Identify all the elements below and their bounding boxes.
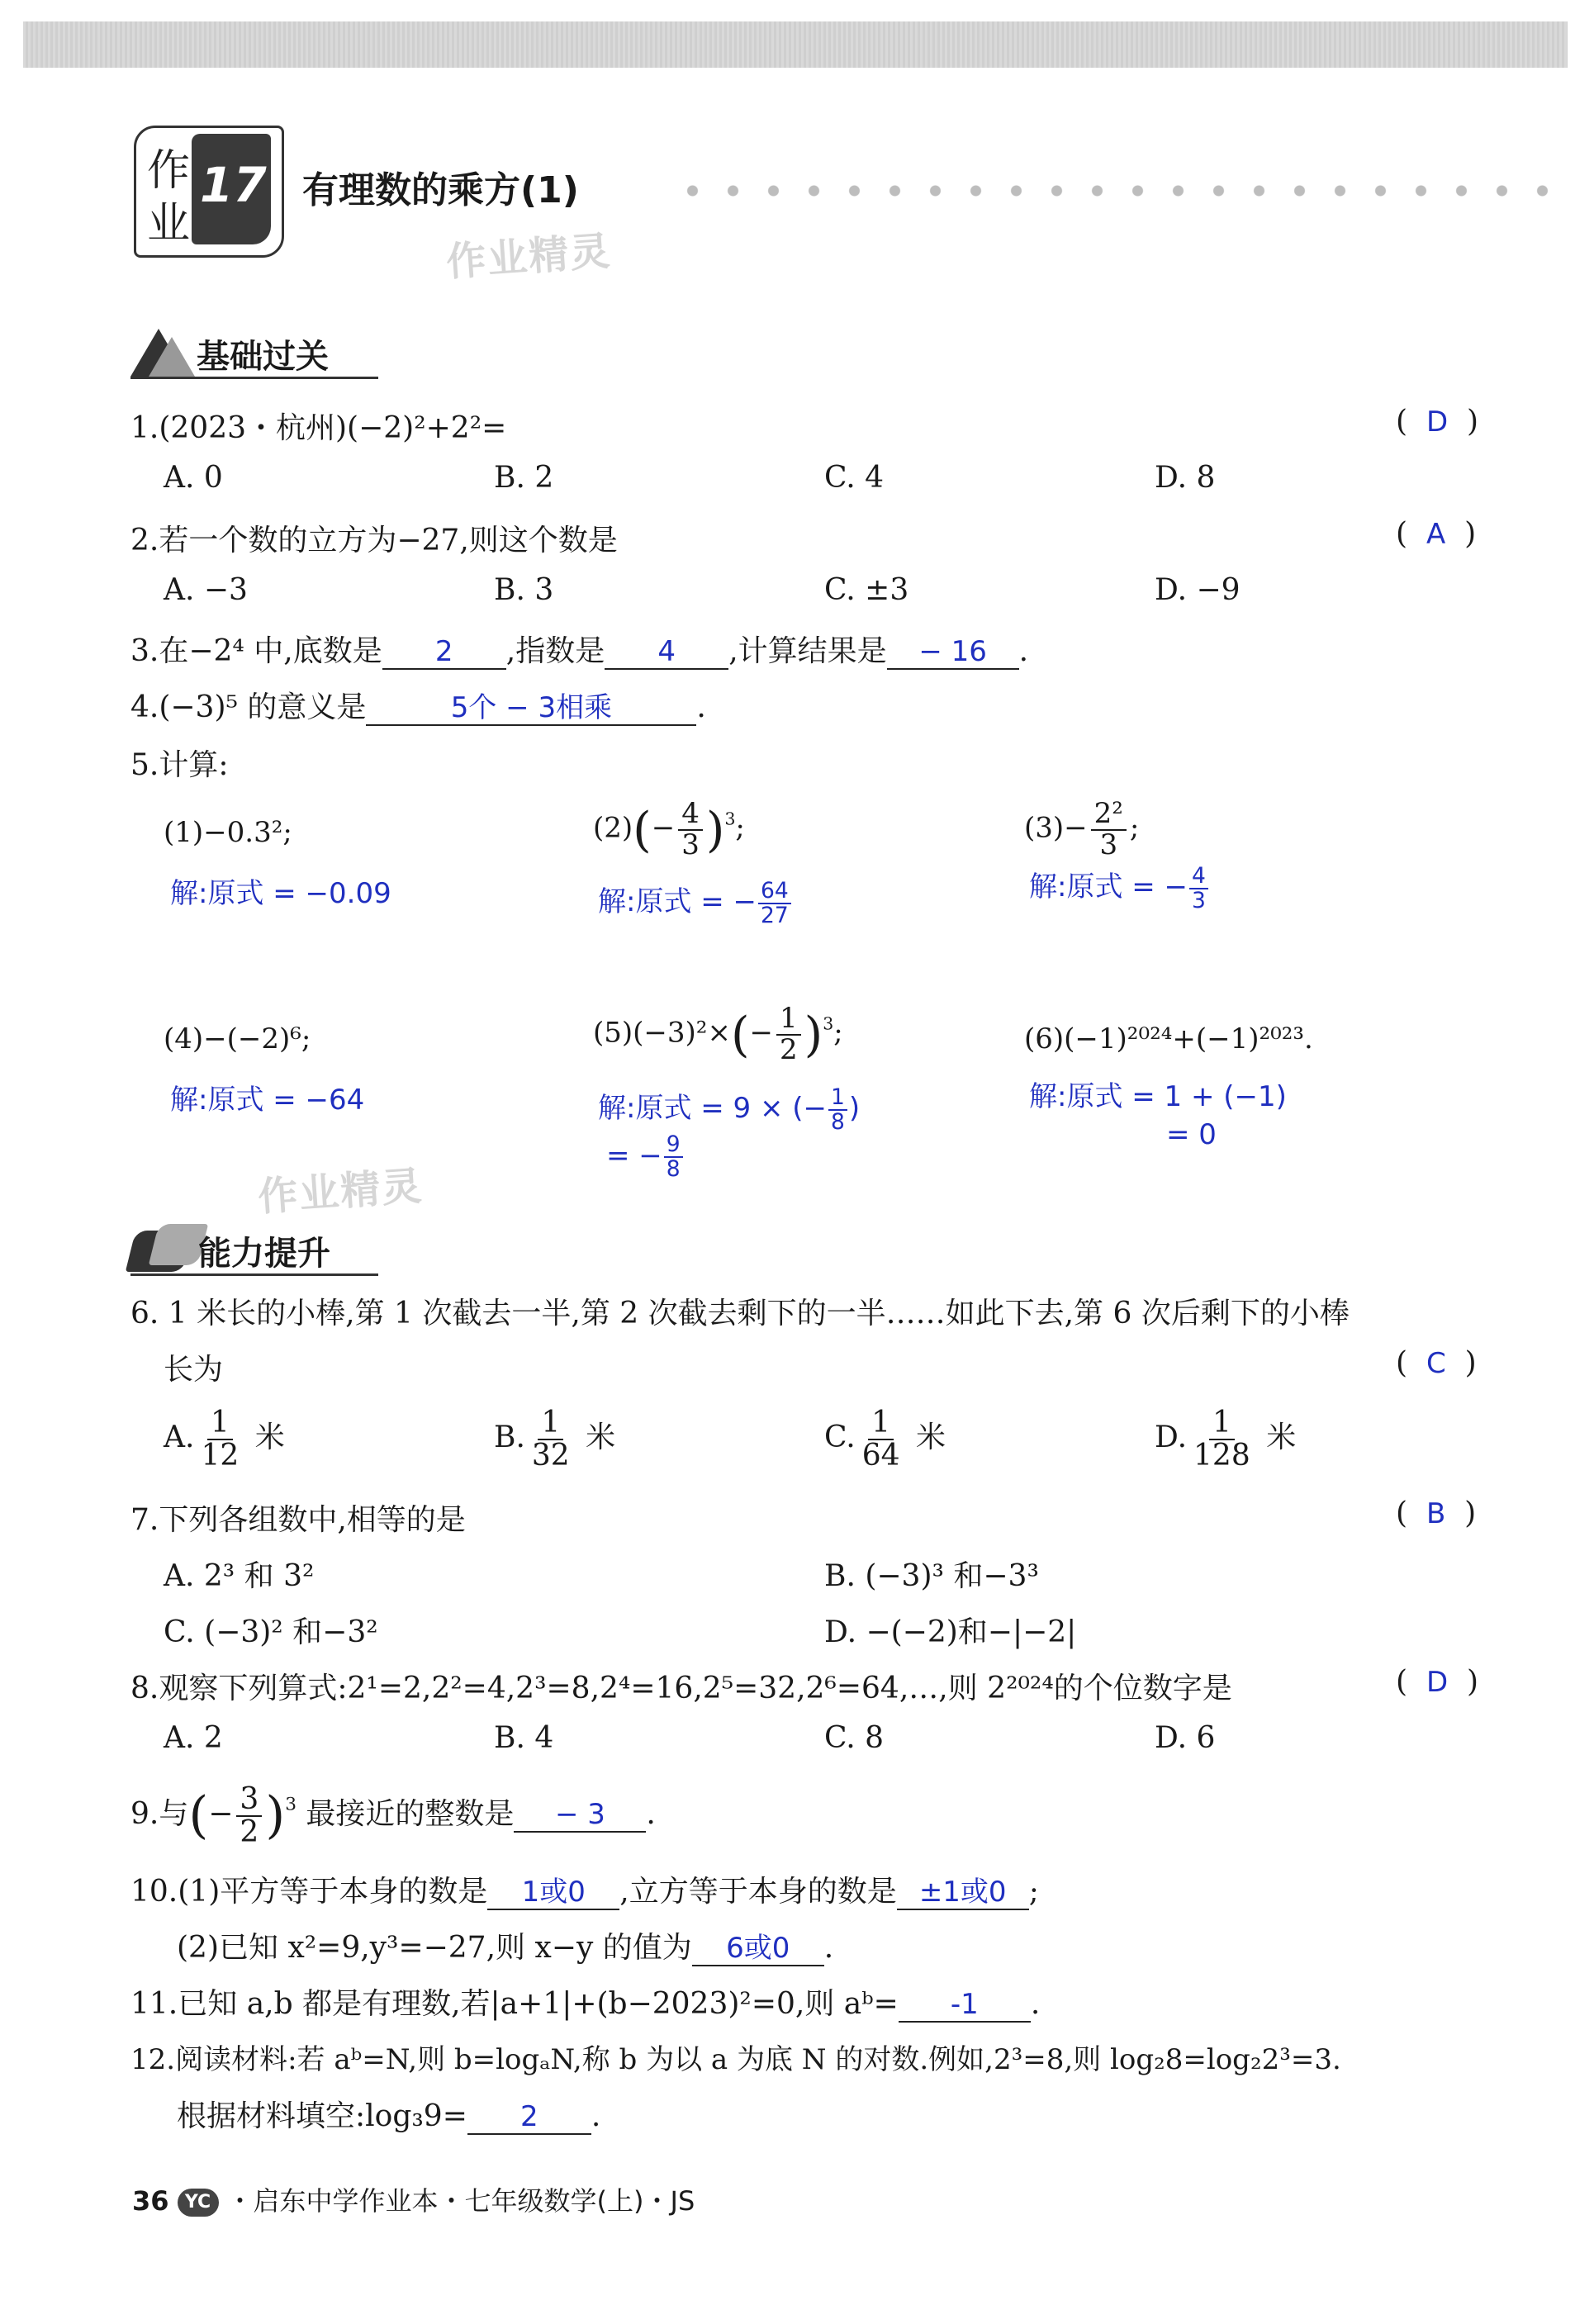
- question-6-stem: 6. 1 米长的小棒,第 1 次截去一半,第 2 次截去剩下的一半……如此下去,第 6 次后剩下的小棒: [130, 1297, 1350, 1330]
- calc-item-6-solution-line2: = 0: [1166, 1118, 1217, 1151]
- question-5-stem: 5.计算:: [130, 748, 229, 782]
- question-6-stem-cont: 长为: [164, 1353, 224, 1387]
- question-1-option: C. 4: [824, 461, 885, 495]
- paren-open: (: [1396, 1665, 1408, 1699]
- solution-text: ): [848, 1092, 861, 1125]
- question-11-text: .: [1030, 1987, 1041, 2021]
- denominator: 3: [1099, 828, 1118, 861]
- numerator: 1: [1209, 1407, 1235, 1440]
- question-9: 9.与(− $\frac{3}{2}$ )$^3$ 最接近的整数是 − 3 .: [130, 1782, 656, 1849]
- denominator: 8: [831, 1108, 845, 1135]
- question-10-answer-3: 6或0: [726, 1932, 790, 1965]
- calc-item-2: (2)(− $\frac{4}{3}$ )$^3$;: [593, 797, 745, 861]
- question-8-option: D. 6: [1155, 1721, 1216, 1755]
- fraction: [529, 1407, 573, 1472]
- question-12-answer: 2: [520, 2100, 538, 2133]
- question-2-stem: 2.若一个数的立方为−27,则这个数是: [130, 524, 618, 557]
- unit: 米: [586, 1420, 616, 1454]
- denominator: 32: [531, 1438, 570, 1473]
- option-letter: A.: [164, 1420, 195, 1454]
- numerator: 1: [538, 1407, 563, 1440]
- denominator: 2: [780, 1032, 798, 1066]
- question-9-text: .: [646, 1796, 656, 1831]
- section-triangle-icon: [149, 337, 195, 377]
- denominator: 12: [201, 1438, 240, 1473]
- question-3-answer-exponent: 4: [657, 635, 676, 668]
- question-10-text: ;: [1028, 1875, 1039, 1909]
- question-1-answer: D: [1426, 406, 1449, 439]
- question-11-answer: -1: [950, 1988, 979, 2021]
- question-10-text: .: [823, 1931, 834, 1965]
- fraction: [776, 1004, 801, 1065]
- fill-blank: [605, 635, 728, 670]
- denominator: 3: [681, 828, 700, 861]
- question-10-text: 10.(1)平方等于本身的数是: [130, 1875, 488, 1909]
- calc-item-4-solution: 解:原式 = −64: [170, 1084, 365, 1117]
- question-1-answer-box: [1396, 405, 1478, 439]
- question-6-option: [824, 1407, 946, 1472]
- question-10-part-1: [130, 1868, 1039, 1910]
- question-4-answer: 5个 − 3相乘: [450, 691, 613, 724]
- question-6-answer-box: [1396, 1346, 1477, 1380]
- question-1-option: B. 2: [494, 461, 554, 495]
- paren-close: ): [1464, 517, 1477, 551]
- paren-open: (: [1396, 405, 1408, 439]
- denominator: 8: [666, 1155, 681, 1182]
- fill-blank: [366, 691, 696, 726]
- book-title: ・启东中学作业本・七年级数学(上)・JS: [226, 2185, 695, 2217]
- section-title: 基础过关: [197, 338, 329, 376]
- calc-label: (5)(−3)²×: [593, 1016, 731, 1050]
- question-12-fill: [177, 2093, 600, 2135]
- question-12-stem: 12.阅读材料:若 aᵇ=N,则 b=logₐN,称 b 为以 a 为底 N 的对数.例如,2³=8,则 log₂8=log₂2³=3.: [130, 2043, 1341, 2076]
- badge-char-bottom: 业: [147, 199, 191, 249]
- fraction: [828, 1086, 847, 1134]
- question-6-option: [494, 1407, 615, 1472]
- fill-blank: [382, 635, 506, 670]
- calc-item-6-solution: 解:原式 = 1 + (−1): [1029, 1080, 1287, 1113]
- question-4-text: 4.(−3)⁵ 的意义是: [130, 690, 367, 724]
- fraction: [1190, 1407, 1254, 1472]
- solution-text: 解:原式 = 9 × (−: [598, 1092, 828, 1125]
- question-11-text: 11.已知 a,b 都是有理数,若|a+1|+(b−2023)²=0,则 aᵇ=: [130, 1987, 899, 2021]
- question-6-option: [1155, 1407, 1296, 1472]
- fraction: [678, 799, 703, 860]
- paren-left: (: [188, 1786, 209, 1845]
- fraction: [236, 1784, 262, 1848]
- fraction: [197, 1407, 242, 1472]
- section-title: 能力提升: [198, 1235, 330, 1273]
- paren-open: (: [1396, 1496, 1408, 1530]
- question-3-answer-result: − 16: [918, 635, 987, 668]
- fill-blank: [887, 635, 1019, 670]
- question-2-option: C. ±3: [824, 573, 909, 607]
- numerator: 1: [776, 1004, 801, 1036]
- question-3-text: .: [1018, 634, 1029, 668]
- question-4: [130, 684, 706, 726]
- calc-label: (2): [593, 811, 633, 845]
- fill-blank: [899, 1988, 1031, 2023]
- question-8-option: B. 4: [494, 1721, 554, 1755]
- question-7-option: A. 2³ 和 3²: [164, 1559, 315, 1593]
- question-2-answer: A: [1426, 518, 1446, 551]
- question-8-option: A. 2: [164, 1721, 223, 1755]
- numerator: 3: [236, 1784, 262, 1817]
- badge-number: 17: [200, 157, 267, 213]
- numerator: 2²: [1091, 799, 1127, 831]
- question-7-option: D. −(−2)和−|−2|: [824, 1615, 1077, 1649]
- option-letter: C.: [824, 1420, 856, 1454]
- question-10-text: ,立方等于本身的数是: [619, 1875, 897, 1909]
- question-10-part-2: [177, 1924, 833, 1966]
- question-8-stem: 8.观察下列算式:2¹=2,2²=4,2³=8,2⁴=16,2⁵=32,2⁶=64,…,则 2²⁰²⁴的个位数字是: [130, 1672, 1232, 1705]
- question-3-text: 3.在−2⁴ 中,底数是: [130, 634, 382, 668]
- numerator: 1: [868, 1407, 894, 1440]
- denominator: 2: [240, 1814, 259, 1849]
- question-2-option: D. −9: [1155, 573, 1241, 607]
- question-1-stem: 1.(2023・杭州)(−2)²+2²=: [130, 411, 507, 445]
- paren-right: ): [265, 1786, 286, 1845]
- question-3-text: ,指数是: [505, 634, 605, 668]
- page-title: 有理数的乘方(1): [302, 169, 579, 211]
- calc-item-2-solution: [598, 879, 793, 927]
- top-scan-band: [23, 21, 1568, 68]
- fill-blank: [514, 1798, 646, 1833]
- calc-label-end: ;: [833, 1016, 843, 1050]
- publisher-logo: YC: [178, 2189, 219, 2217]
- numerator: 1: [207, 1407, 233, 1440]
- question-6-option: [164, 1407, 285, 1472]
- numerator: 1: [828, 1086, 847, 1111]
- paren-close: ): [1467, 1665, 1479, 1699]
- question-10-answer-2: ±1或0: [918, 1876, 1007, 1909]
- calc-item-4: (4)−(−2)⁶;: [164, 1022, 311, 1055]
- paren-close: ): [1464, 1496, 1477, 1530]
- fill-blank: [897, 1876, 1029, 1910]
- paren-right: ): [804, 1006, 823, 1063]
- question-10-text: (2)已知 x²=9,y³=−27,则 x−y 的值为: [177, 1931, 692, 1965]
- option-letter: D.: [1155, 1420, 1188, 1454]
- calc-label-end: ;: [1129, 811, 1140, 845]
- fraction: [1189, 862, 1208, 913]
- question-3: [130, 628, 1028, 670]
- question-12-text: 根据材料填空:log₃9=: [177, 2099, 467, 2133]
- question-11: [130, 1980, 1040, 2023]
- calc-item-1-solution: 解:原式 = −0.09: [170, 877, 391, 910]
- question-7-option: C. (−3)² 和−3²: [164, 1615, 378, 1649]
- question-7-answer-box: [1396, 1496, 1476, 1530]
- paren-left: (: [633, 801, 652, 858]
- question-8-answer-box: [1396, 1665, 1478, 1699]
- question-9-text: 最接近的整数是: [306, 1796, 515, 1831]
- paren-right: ): [705, 801, 725, 858]
- option-letter: B.: [494, 1420, 525, 1454]
- fill-blank: [487, 1876, 619, 1910]
- denominator: 3: [1192, 887, 1206, 913]
- paren-close: ): [1467, 405, 1479, 439]
- paren-open: (: [1396, 517, 1408, 551]
- question-2-option: A. −3: [164, 573, 248, 607]
- question-6-answer: C: [1426, 1347, 1446, 1380]
- calc-item-5: (5)(−3)²×(− $\frac{1}{2}$ )$^3$;: [593, 1002, 843, 1066]
- paren-left: (: [730, 1006, 750, 1063]
- question-10-answer-1: 1或0: [521, 1876, 586, 1909]
- solution-text: 解:原式 = −: [1029, 870, 1188, 904]
- fill-blank: [692, 1932, 824, 1966]
- watermark: 作业精灵: [444, 228, 614, 286]
- numerator: 4: [1189, 865, 1208, 889]
- fraction: [758, 877, 791, 928]
- page-number: 36: [132, 2185, 169, 2217]
- page-footer: [132, 2180, 695, 2218]
- unit: 米: [254, 1420, 285, 1454]
- question-2-answer-box: [1396, 517, 1476, 551]
- calc-label: (3)−: [1024, 811, 1088, 845]
- calc-item-3: [1024, 799, 1139, 860]
- question-9-text: 9.与: [130, 1796, 189, 1831]
- question-1-option: D. 8: [1155, 461, 1216, 495]
- question-1-option: A. 0: [164, 461, 223, 495]
- watermark: 作业精灵: [256, 1163, 425, 1221]
- numerator: 4: [678, 799, 703, 831]
- question-2-option: B. 3: [494, 573, 554, 607]
- title-dot-leader: [672, 185, 1561, 197]
- badge-char-top: 作: [147, 146, 191, 196]
- unit: 米: [1266, 1420, 1297, 1454]
- denominator: 128: [1193, 1438, 1250, 1473]
- solution-text: = −: [606, 1139, 662, 1173]
- solution-text: 解:原式 = −: [598, 885, 757, 918]
- denominator: 64: [861, 1438, 900, 1473]
- calc-item-6: (6)(−1)²⁰²⁴+(−1)²⁰²³.: [1024, 1022, 1313, 1055]
- question-12-text: .: [591, 2099, 601, 2133]
- calc-item-5-solution-line2: [606, 1133, 685, 1181]
- paren-open: (: [1396, 1346, 1408, 1380]
- assignment-badge: [134, 126, 279, 253]
- question-3-answer-base: 2: [434, 635, 453, 668]
- fraction: [859, 1407, 904, 1472]
- fraction: [1091, 799, 1127, 860]
- question-8-option: C. 8: [824, 1721, 885, 1755]
- paren-close: ): [1464, 1346, 1477, 1380]
- question-4-text: .: [696, 690, 706, 724]
- calc-item-1: (1)−0.3²;: [164, 816, 292, 849]
- question-7-stem: 7.下列各组数中,相等的是: [130, 1503, 466, 1537]
- calc-item-5-solution: [598, 1085, 860, 1133]
- question-9-answer: − 3: [554, 1797, 605, 1831]
- numerator: 64: [758, 880, 791, 904]
- question-3-text: ,计算结果是: [728, 634, 887, 668]
- fill-blank: [467, 2100, 591, 2135]
- question-7-answer: B: [1426, 1497, 1446, 1530]
- question-8-answer: D: [1426, 1666, 1449, 1699]
- calc-item-3-solution: [1029, 864, 1210, 912]
- calc-label-end: ;: [735, 811, 745, 845]
- denominator: 27: [761, 902, 789, 928]
- unit: 米: [915, 1420, 946, 1454]
- section-header-basic: [130, 329, 395, 378]
- question-7-option: B. (−3)³ 和−3³: [824, 1559, 1039, 1593]
- section-header-advanced: [130, 1224, 395, 1273]
- fraction: [664, 1133, 683, 1181]
- numerator: 9: [664, 1133, 683, 1158]
